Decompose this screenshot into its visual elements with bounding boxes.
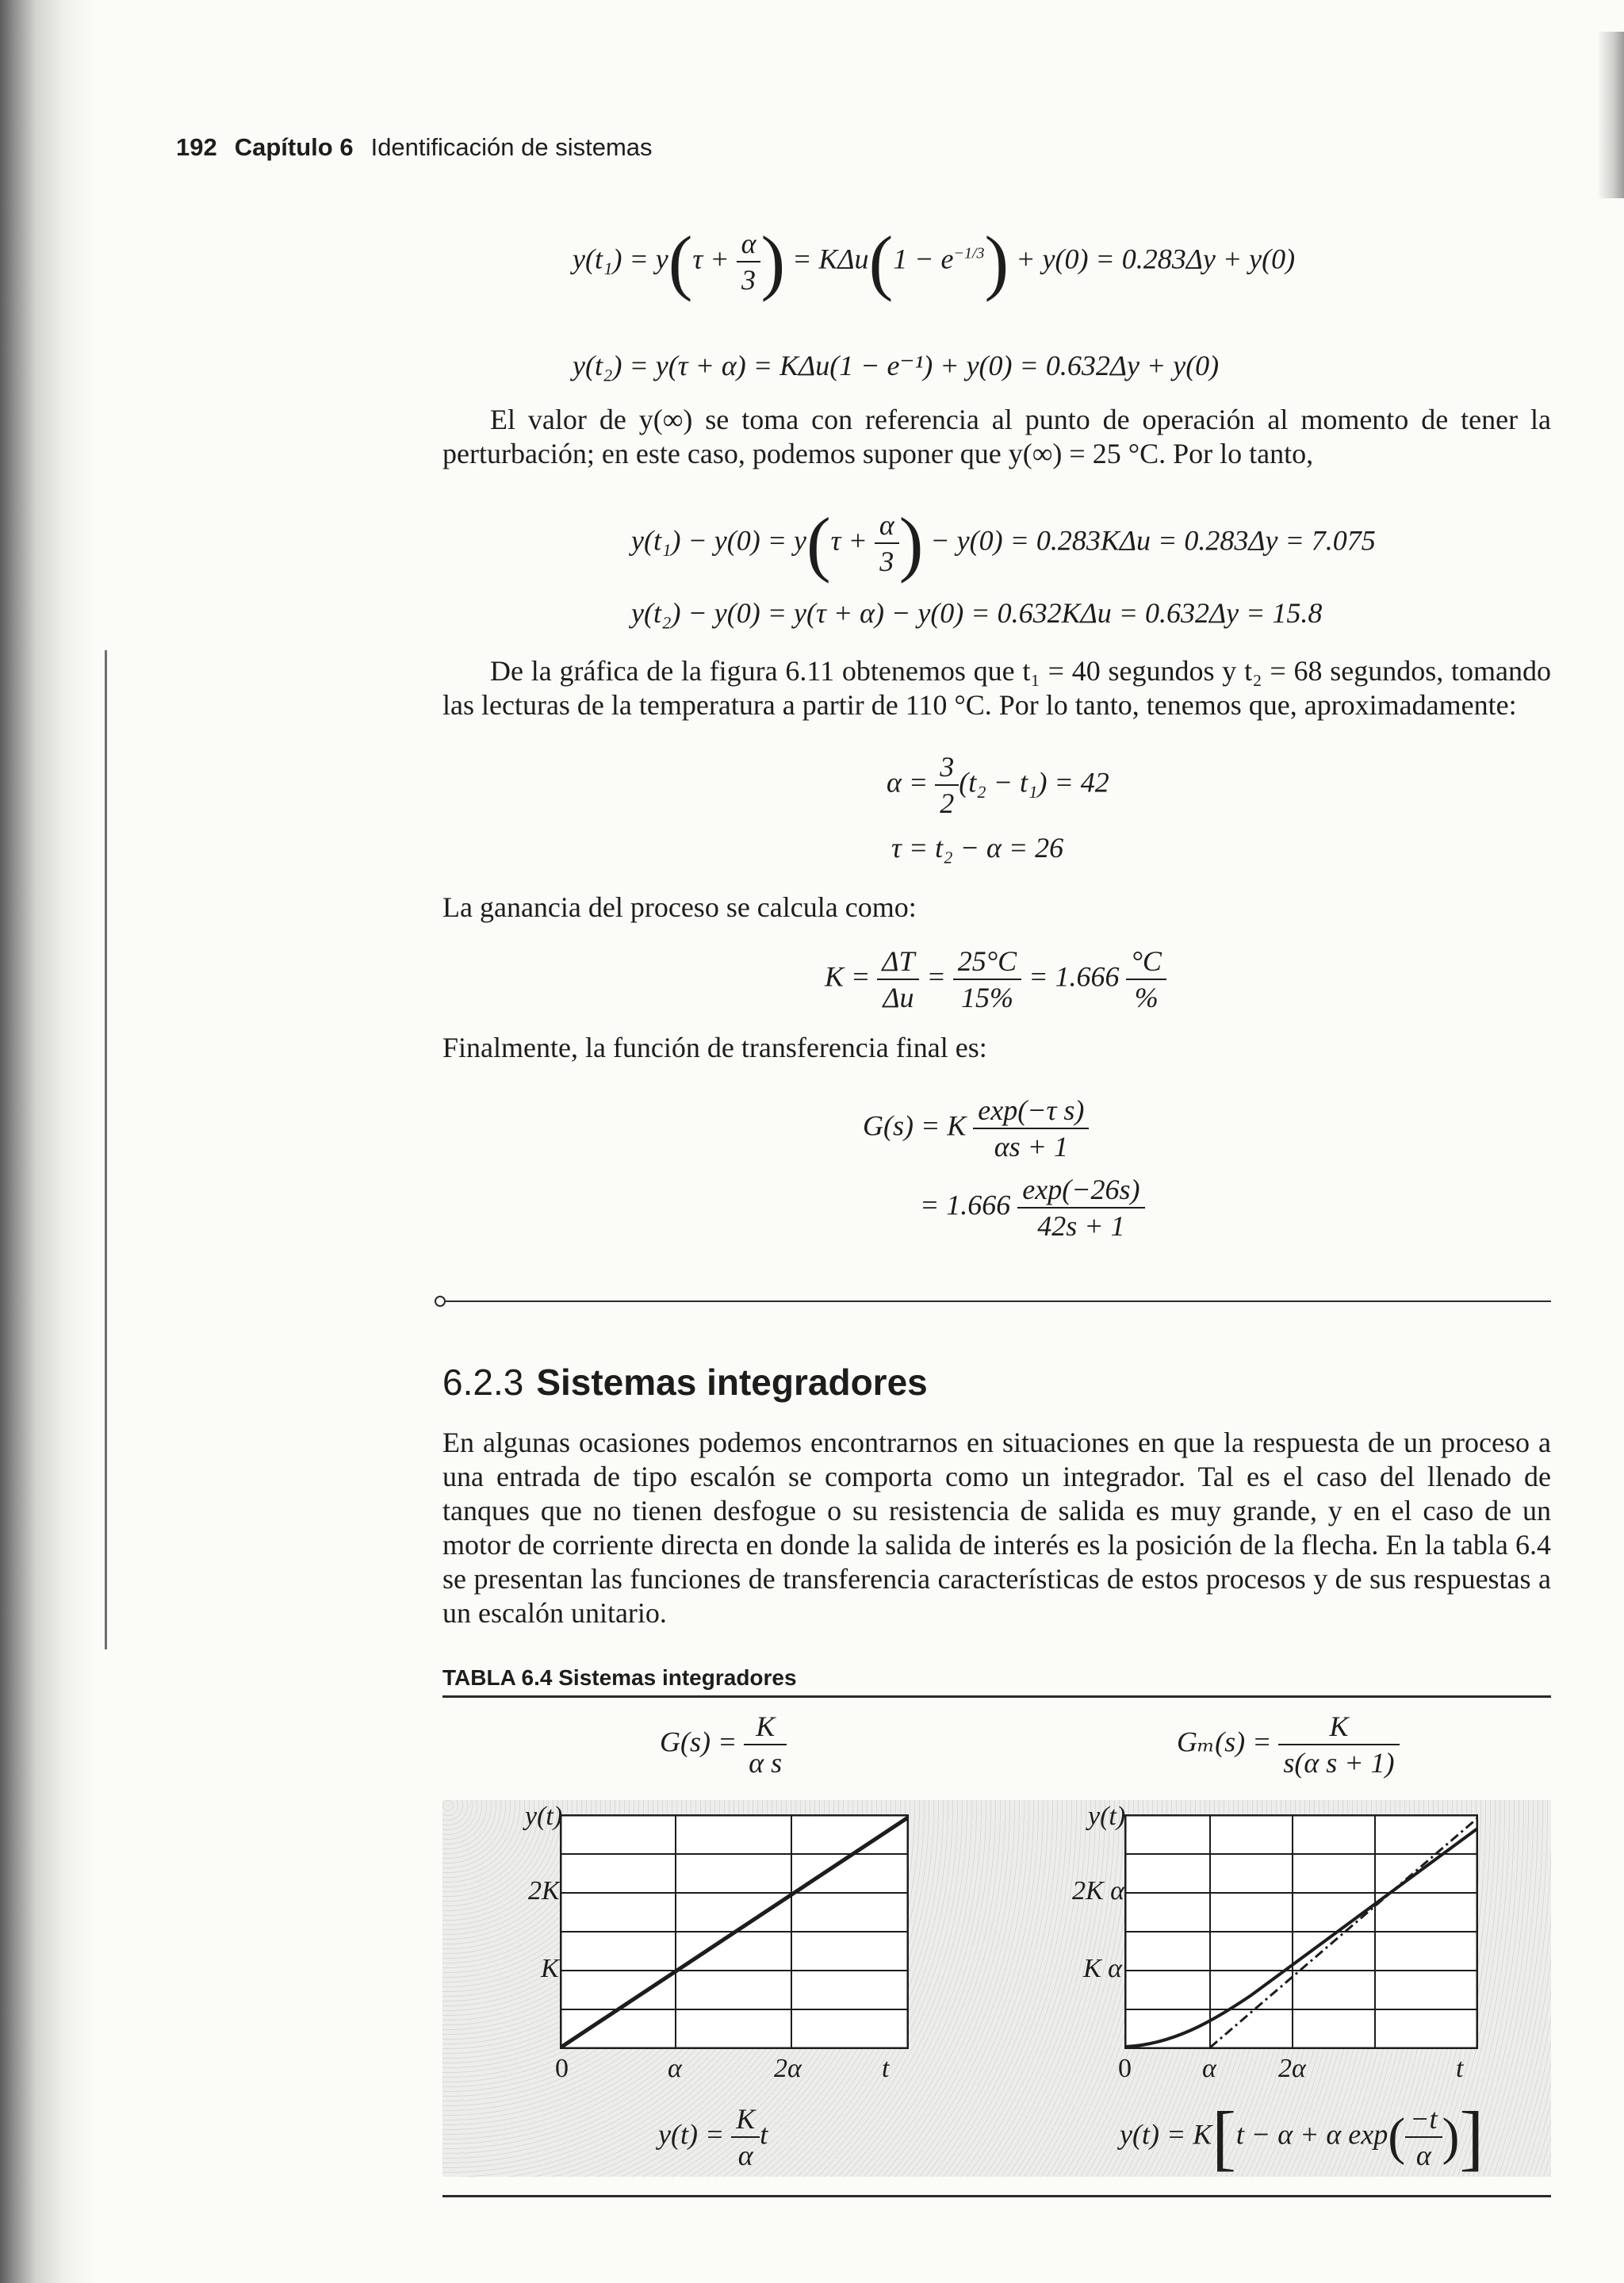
equation-diff-t2: y(t₂) − y(0) = y(τ + α) − y(0) = 0.632KΔu = 0.632Δy = 15.8 (631, 597, 1323, 629)
section-heading (442, 1361, 928, 1404)
chapter-label: Capítulo 6 (234, 133, 354, 161)
fraction (973, 1093, 1089, 1164)
numerator: K (744, 1709, 787, 1745)
denominator: 15% (960, 982, 1013, 1013)
fraction (1405, 2101, 1442, 2173)
fraction (1278, 1709, 1399, 1780)
table-title: TABLA 6.4 Sistemas integradores (442, 1665, 797, 1690)
book-spine-shadow (0, 0, 95, 2283)
paragraph-2: De la gráfica de la figura 6.11 obtenemos que t₁ = 40 segundos y t₂ = 68 segundos, tomando las lecturas de la temperatura a partir de 110 °C. Por lo tanto, tenemos que, aproximadamente: (442, 655, 1551, 721)
paragraph-5: En algunas ocasiones podemos encontrarnos en situaciones en que la respuesta de un proceso a una entrada de tipo escalón se comporta como un integrador. Tal es el caso del llenado de tanques que no tienen desfogue o su resistencia de salida es muy grande, y en el caso de un motor de corriente directa en donde la salida de interés es la posición de la flecha. En la tabla 6.4 se presentan las funciones de transferencia características de estos procesos y de sus respuestas a un escalón unitario. (442, 1427, 1551, 1629)
left-step-response-plot (560, 1814, 909, 2049)
exponent: −1/3 (953, 244, 985, 262)
numerator: −t (1405, 2101, 1442, 2138)
left-x-tick-2alpha: 2α (774, 2054, 802, 2083)
eq-part: K = (825, 960, 871, 993)
denominator: % (1134, 982, 1159, 1013)
eq-part: y(t₁) = y (573, 243, 668, 275)
fraction (1126, 944, 1166, 1015)
eq-part: (t₂ − t₁) = 42 (959, 766, 1109, 799)
left-x-tick-0: 0 (555, 2054, 569, 2083)
right-x-tick-t: t (1456, 2054, 1464, 2083)
numerator: α (875, 508, 899, 544)
fraction (737, 226, 761, 297)
page-corner-shadow (1597, 32, 1624, 198)
eq-part: y(t) = (658, 2118, 725, 2151)
right-x-tick-2alpha: 2α (1278, 2054, 1306, 2083)
denominator: α s (749, 1747, 783, 1779)
eq-part: α = (887, 766, 929, 799)
table-bottom-rule (442, 2195, 1551, 2197)
fraction (877, 944, 919, 1015)
fraction (875, 508, 899, 579)
eq-part: = 1.666 (920, 1189, 1011, 1221)
running-header (176, 133, 653, 162)
fraction (731, 2101, 760, 2173)
eq-part: G(s) = K (863, 1109, 967, 1142)
equation-y-t2: y(t₂) = y(τ + α) = KΔu(1 − e⁻¹) + y(0) = 0.632Δy + y(0) (573, 350, 1220, 381)
denominator: 42s + 1 (1037, 1210, 1125, 1242)
numerator: 25°C (953, 944, 1021, 980)
equation-alpha (887, 749, 1109, 821)
equation-diff-t1: y(t₁) − y(0) = y(τ + $\frac{\alpha}{3}$ ) − y(0) = 0.283KΔu = 0.283Δy = 7.075 (631, 503, 1376, 584)
eq-part: τ + (692, 243, 730, 275)
left-y-axis-label: y(t) (525, 1802, 563, 1831)
eq-part: Gₘ(s) = (1177, 1726, 1272, 1758)
paragraph-4: Finalmente, la función de transferencia final es: (442, 1032, 987, 1063)
example-end-marker (435, 1296, 446, 1307)
fraction (953, 944, 1021, 1015)
fraction (744, 1709, 787, 1780)
right-transfer-function (1177, 1709, 1400, 1780)
spine-line (105, 650, 107, 1649)
eq-part: y(t₁) − y(0) = y (631, 524, 806, 557)
denominator: α (1415, 2139, 1431, 2171)
numerator: K (731, 2101, 760, 2138)
eq-part: = (926, 960, 946, 993)
eq-part: τ + (830, 524, 868, 557)
equation-tau: τ = t₂ − α = 26 (891, 832, 1064, 864)
paragraph-3: La ganancia del proceso se calcula como: (442, 891, 917, 923)
eq-part: 1 − e (893, 243, 954, 275)
right-response-equation: y(t) = K[t − α + α exp( $\frac{-t}{\alpha}$ )] (1120, 2097, 1484, 2178)
page-number: 192 (176, 133, 217, 161)
left-x-tick-t: t (882, 2054, 890, 2083)
left-y-tick-2k: 2K (528, 1876, 560, 1906)
eq-part: t (760, 2118, 768, 2151)
right-y-axis-label: y(t) (1088, 1802, 1126, 1831)
section-heading-title: Sistemas integradores (536, 1362, 928, 1403)
numerator: K (1278, 1709, 1399, 1745)
example-end-rule (442, 1300, 1551, 1302)
denominator: 3 (741, 264, 756, 296)
paragraph-1: El valor de y(∞) se toma con referencia al punto de operación al momento de tener la perturbación; en este caso, podemos suponer que y(∞) = 25 °C. Por lo tanto, (442, 404, 1551, 469)
denominator: 2 (940, 787, 955, 819)
right-step-response-plot (1124, 1814, 1478, 2049)
numerator: ΔT (877, 944, 919, 980)
right-x-tick-0: 0 (1118, 2054, 1132, 2083)
section-number: 6.2.3 (442, 1362, 524, 1403)
numerator: α (737, 226, 761, 262)
numerator: 3 (935, 749, 959, 786)
numerator: °C (1126, 944, 1166, 980)
fraction (1017, 1172, 1144, 1243)
numerator: exp(−τ s) (973, 1093, 1089, 1129)
eq-part: G(s) = (660, 1726, 737, 1758)
equation-y-t1: y(t₁) = y(τ + $\frac{\alpha}{3}$ ) = $K\Delta u(1 - e^{-1/3}) + y(0) = 0.283\Delta y + y(0)$ (573, 221, 1296, 302)
denominator: s(α s + 1) (1283, 1747, 1395, 1779)
eq-part: = KΔu (792, 243, 869, 275)
section-title: Identificación de sistemas (370, 133, 653, 161)
eq-part: = 1.666 (1028, 960, 1120, 993)
left-transfer-function (660, 1709, 787, 1780)
left-response-equation (658, 2101, 768, 2173)
right-x-tick-alpha: α (1202, 2054, 1216, 2083)
denominator: 3 (879, 546, 894, 577)
eq-part: − y(0) = 0.283KΔu = 0.283Δy = 7.075 (930, 524, 1376, 557)
denominator: Δu (883, 982, 914, 1013)
equation-transfer-function (863, 1093, 1089, 1164)
eq-part: t − α + α exp (1235, 2118, 1388, 2151)
equation-gain (825, 944, 1166, 1015)
equation-transfer-function-numeric (920, 1172, 1145, 1243)
left-x-tick-alpha: α (668, 2054, 682, 2083)
table-top-rule (442, 1695, 1551, 1698)
left-y-tick-k: K (541, 1954, 559, 1983)
right-y-tick-k-alpha: K α (1083, 1954, 1123, 1983)
right-y-tick-2k-alpha: 2K α (1072, 1876, 1125, 1906)
eq-part: y(t) = K (1120, 2118, 1212, 2151)
eq-part: + y(0) = 0.283Δy + y(0) (1016, 243, 1296, 275)
numerator: exp(−26s) (1017, 1172, 1144, 1209)
denominator: α (737, 2139, 753, 2171)
denominator: αs + 1 (994, 1131, 1068, 1163)
fraction (935, 749, 959, 821)
